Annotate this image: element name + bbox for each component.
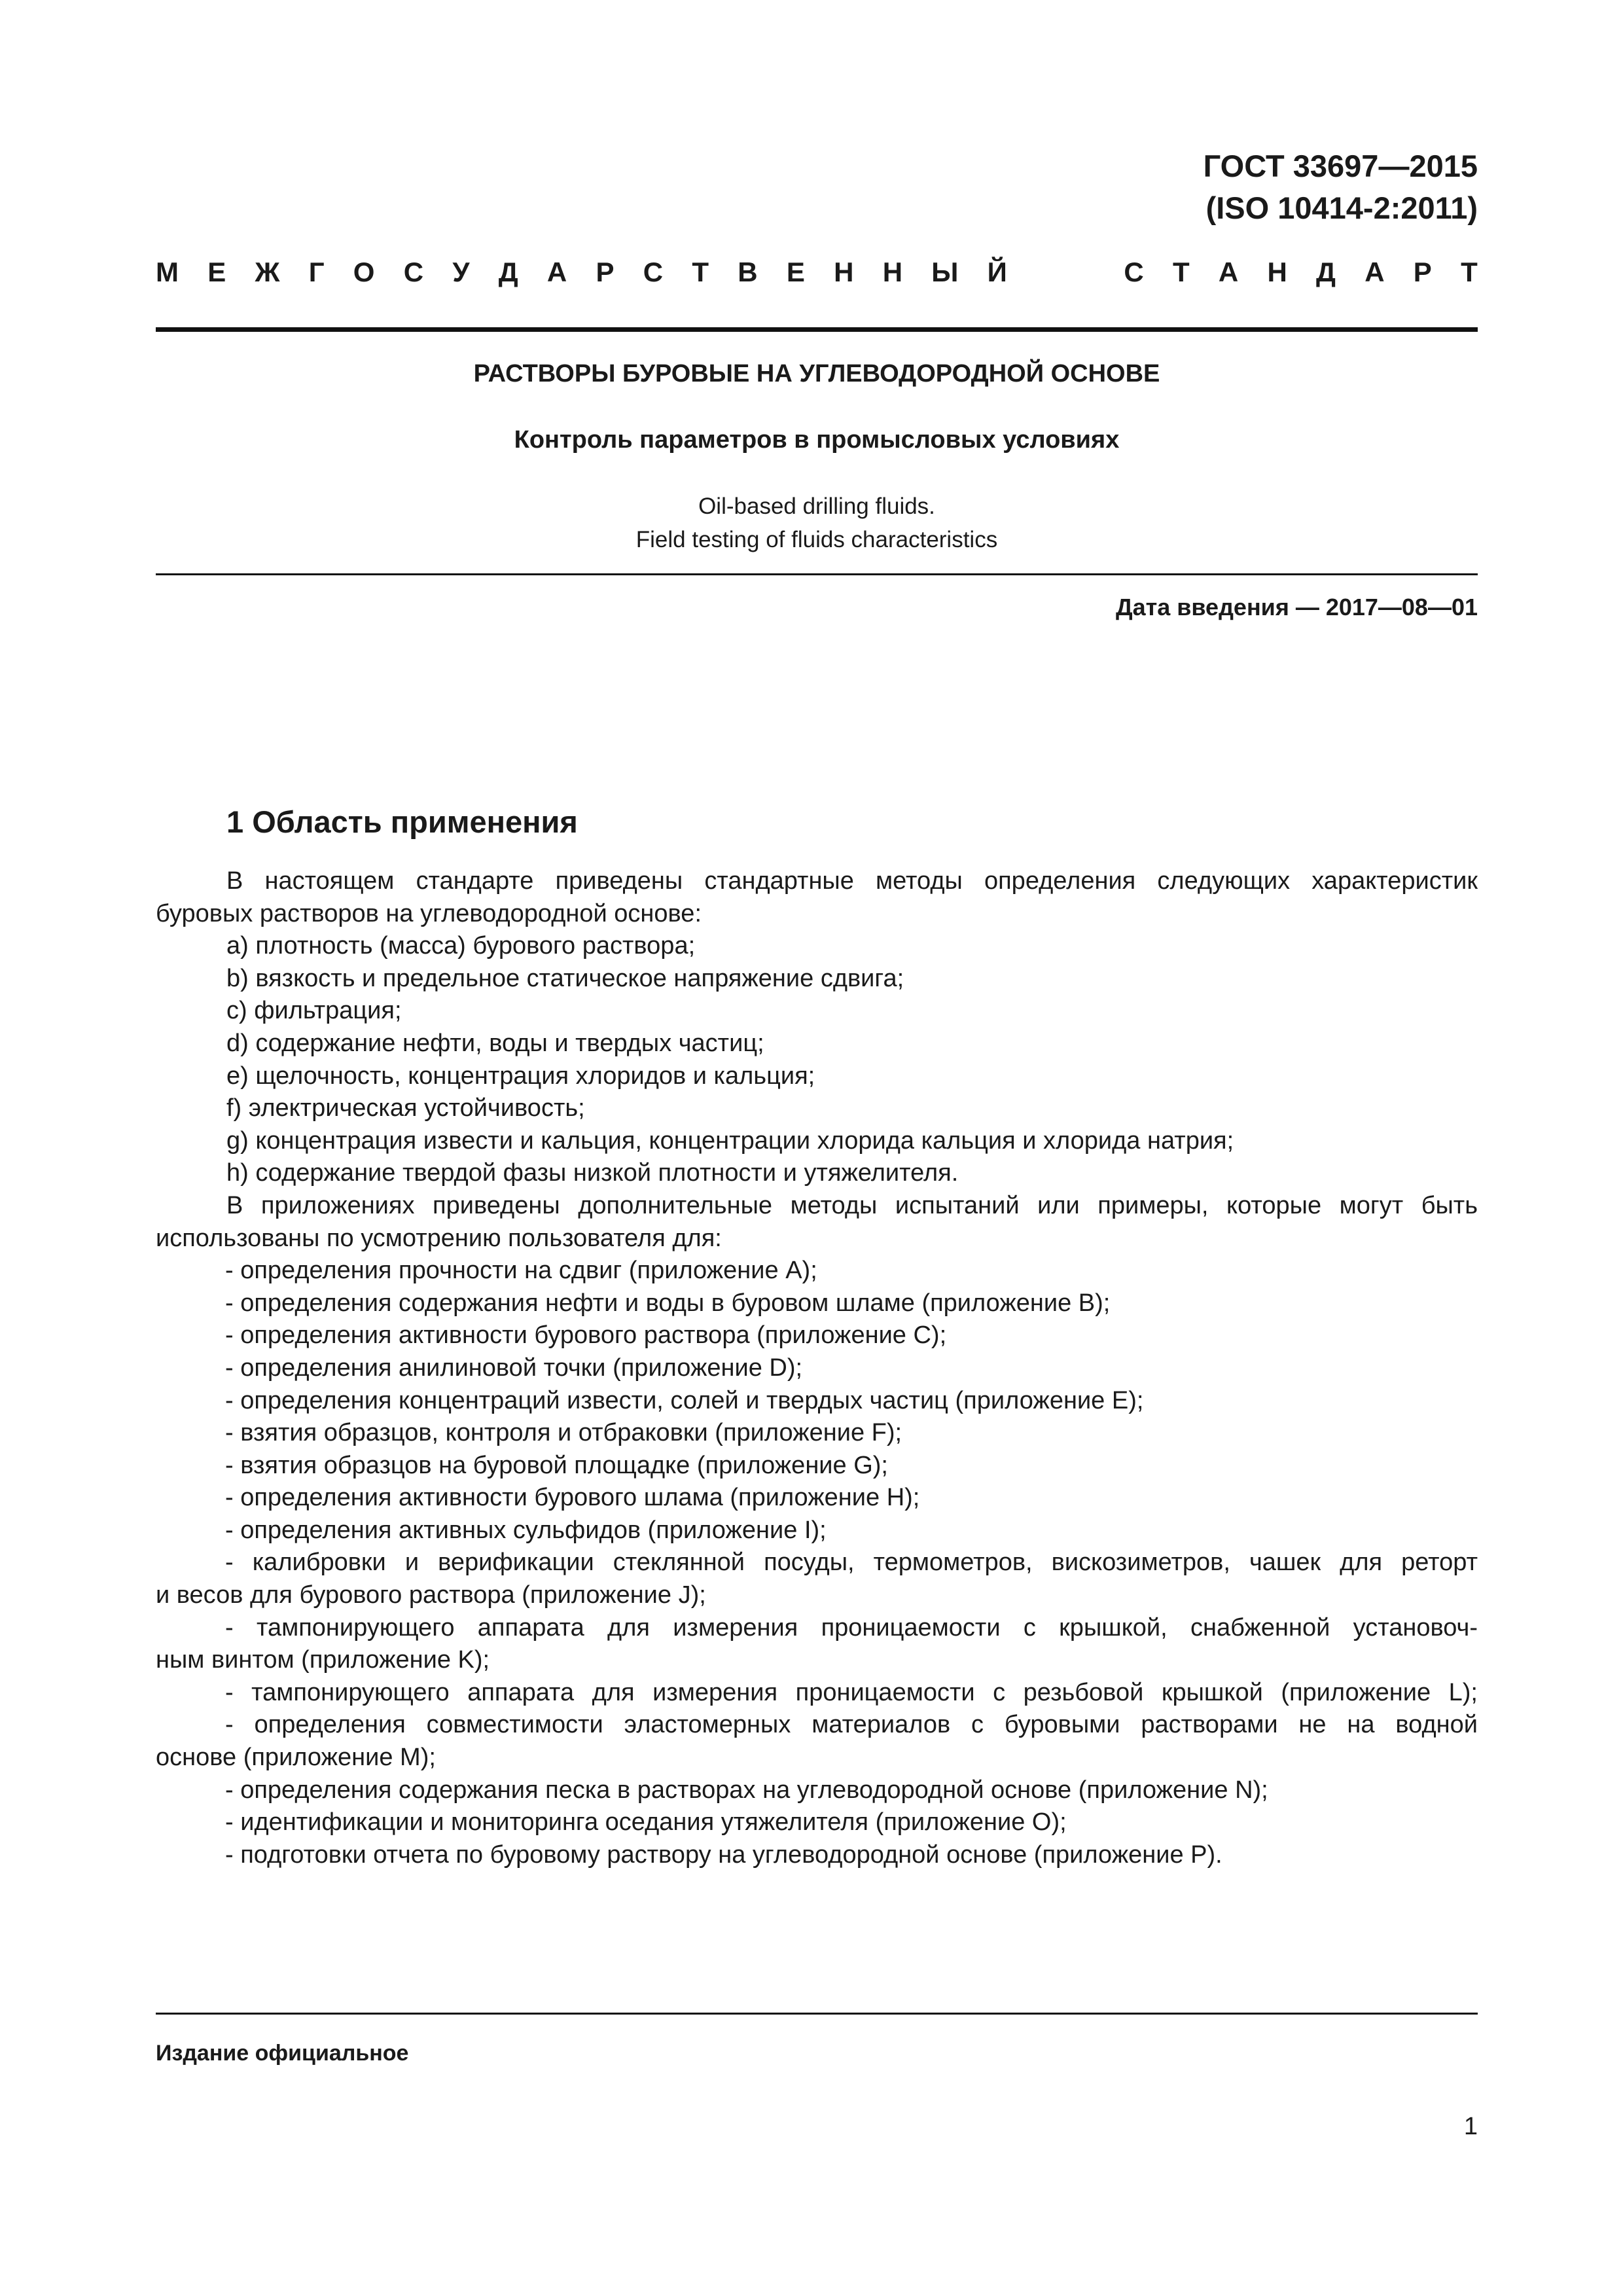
document-subtitle: Контроль параметров в промысловых условиях	[514, 426, 1120, 454]
letter: Ы	[931, 257, 959, 287]
annex-item: - определения активных сульфидов (приложение I);	[225, 1516, 827, 1544]
letter: Р	[1413, 257, 1432, 287]
letter: Д	[1316, 257, 1336, 287]
gost-number: ГОСТ 33697—2015	[1203, 149, 1478, 183]
official-edition-note: Издание официальное	[156, 2041, 409, 2066]
letter: Ж	[255, 257, 280, 287]
annex-item: - тампонирующего аппарата для измерения проницаемости с резьбовой крышкой (приложение L);	[225, 1678, 1478, 1706]
letter: Н	[882, 257, 903, 287]
annex-item: - определения содержания песка в растворах на углеводородной основе (приложение N);	[225, 1776, 1268, 1804]
annex-item-continuation: и весов для бурового раствора (приложение J);	[156, 1581, 706, 1609]
letter: Т	[1461, 257, 1478, 287]
letter: А	[546, 257, 567, 287]
annex-item: - определения прочности на сдвиг (приложение А);	[225, 1257, 817, 1285]
word-gap	[1036, 257, 1095, 288]
annex-item: - определения активности бурового раствора (приложение С);	[225, 1321, 947, 1350]
interstate-standard-label	[156, 257, 1478, 288]
annex-item: - взятия образцов на буровой площадке (приложение G);	[225, 1451, 888, 1479]
letter: Е	[207, 257, 226, 287]
paragraph-line: использованы по усмотрению пользователя для:	[156, 1224, 722, 1252]
annex-item: - калибровки и верификации стеклянной посуды, термометров, вискозиметров, чашек для реторт	[225, 1549, 1478, 1577]
letter: М	[156, 257, 179, 287]
list-item: e) щелочность, концентрация хлоридов и кальция;	[226, 1062, 815, 1090]
paragraph-line: В приложениях приведены дополнительные методы испытаний или примеры, которые могут быть	[226, 1191, 1478, 1219]
annex-item: - взятия образцов, контроля и отбраковки (приложение F);	[225, 1419, 902, 1447]
letter: Д	[498, 257, 518, 287]
letter: В	[738, 257, 758, 287]
standard-code-block	[1204, 145, 1478, 229]
section-body	[156, 865, 1478, 1871]
letter: О	[353, 257, 375, 287]
annex-item: - тампонирующего аппарата для измерения проницаемости с крышкой, снабженной установоч-	[225, 1613, 1478, 1641]
letter: А	[1218, 257, 1239, 287]
iso-number: (ISO 10414-2:2011)	[1205, 190, 1478, 225]
list-item: d) содержание нефти, воды и твердых частиц;	[226, 1029, 764, 1057]
letter: Р	[596, 257, 615, 287]
english-title-line: Field testing of fluids characteristics	[635, 527, 998, 552]
letter: А	[1364, 257, 1385, 287]
title-divider	[156, 573, 1478, 575]
annex-item: - подготовки отчета по буровому раствору на углеводородной основе (приложение Р).	[225, 1840, 1222, 1869]
paragraph-line: В настоящем стандарте приведены стандартные методы определения следующих характеристик	[226, 867, 1478, 895]
letter: С	[643, 257, 664, 287]
footer-divider	[156, 2013, 1478, 2015]
annex-item: - определения анилиновой точки (приложение D);	[225, 1354, 803, 1382]
letter: С	[1124, 257, 1144, 287]
list-item: g) концентрация извести и кальция, концентрации хлорида кальция и хлорида натрия;	[226, 1126, 1234, 1155]
english-title-line: Oil-based drilling fluids.	[698, 493, 935, 519]
list-item: f) электрическая устойчивость;	[226, 1094, 585, 1122]
list-item: c) фильтрация;	[226, 997, 402, 1025]
list-item: a) плотность (масса) бурового раствора;	[226, 932, 696, 960]
section-heading: 1 Область применения	[226, 804, 578, 839]
effective-date: Дата введения — 2017—08—01	[1115, 594, 1478, 620]
letter: Т	[692, 257, 709, 287]
annex-item: - определения активности бурового шлама (приложение Н);	[225, 1484, 920, 1512]
annex-item-continuation: ным винтом (приложение K);	[156, 1646, 490, 1674]
list-item: b) вязкость и предельное статическое напряжение сдвига;	[226, 964, 904, 992]
document-title: РАСТВОРЫ БУРОВЫЕ НА УГЛЕВОДОРОДНОЙ ОСНОВЕ	[473, 360, 1160, 387]
letter: Е	[786, 257, 805, 287]
annex-item: - идентификации и мониторинга оседания утяжелителя (приложение О);	[225, 1808, 1067, 1837]
letter: Н	[834, 257, 854, 287]
page-number: 1	[1463, 2113, 1478, 2140]
paragraph-line: буровых растворов на углеводородной основе:	[156, 899, 702, 927]
list-item: h) содержание твердой фазы низкой плотности и утяжелителя.	[226, 1159, 959, 1187]
annex-item-continuation: основе (приложение М);	[156, 1744, 436, 1772]
header-divider	[156, 327, 1478, 332]
english-title	[156, 490, 1478, 556]
annex-item: - определения концентраций извести, солей и твердых частиц (приложение Е);	[225, 1386, 1144, 1414]
annex-item: - определения содержания нефти и воды в буровом шламе (приложение В);	[225, 1289, 1111, 1317]
letter: Н	[1267, 257, 1287, 287]
letter: Й	[987, 257, 1007, 287]
letter: Т	[1172, 257, 1190, 287]
letter: С	[403, 257, 424, 287]
annex-item: - определения совместимости эластомерных материалов с буровыми растворами не на водной	[225, 1711, 1478, 1739]
letter: У	[452, 257, 470, 287]
letter: Г	[308, 257, 325, 287]
